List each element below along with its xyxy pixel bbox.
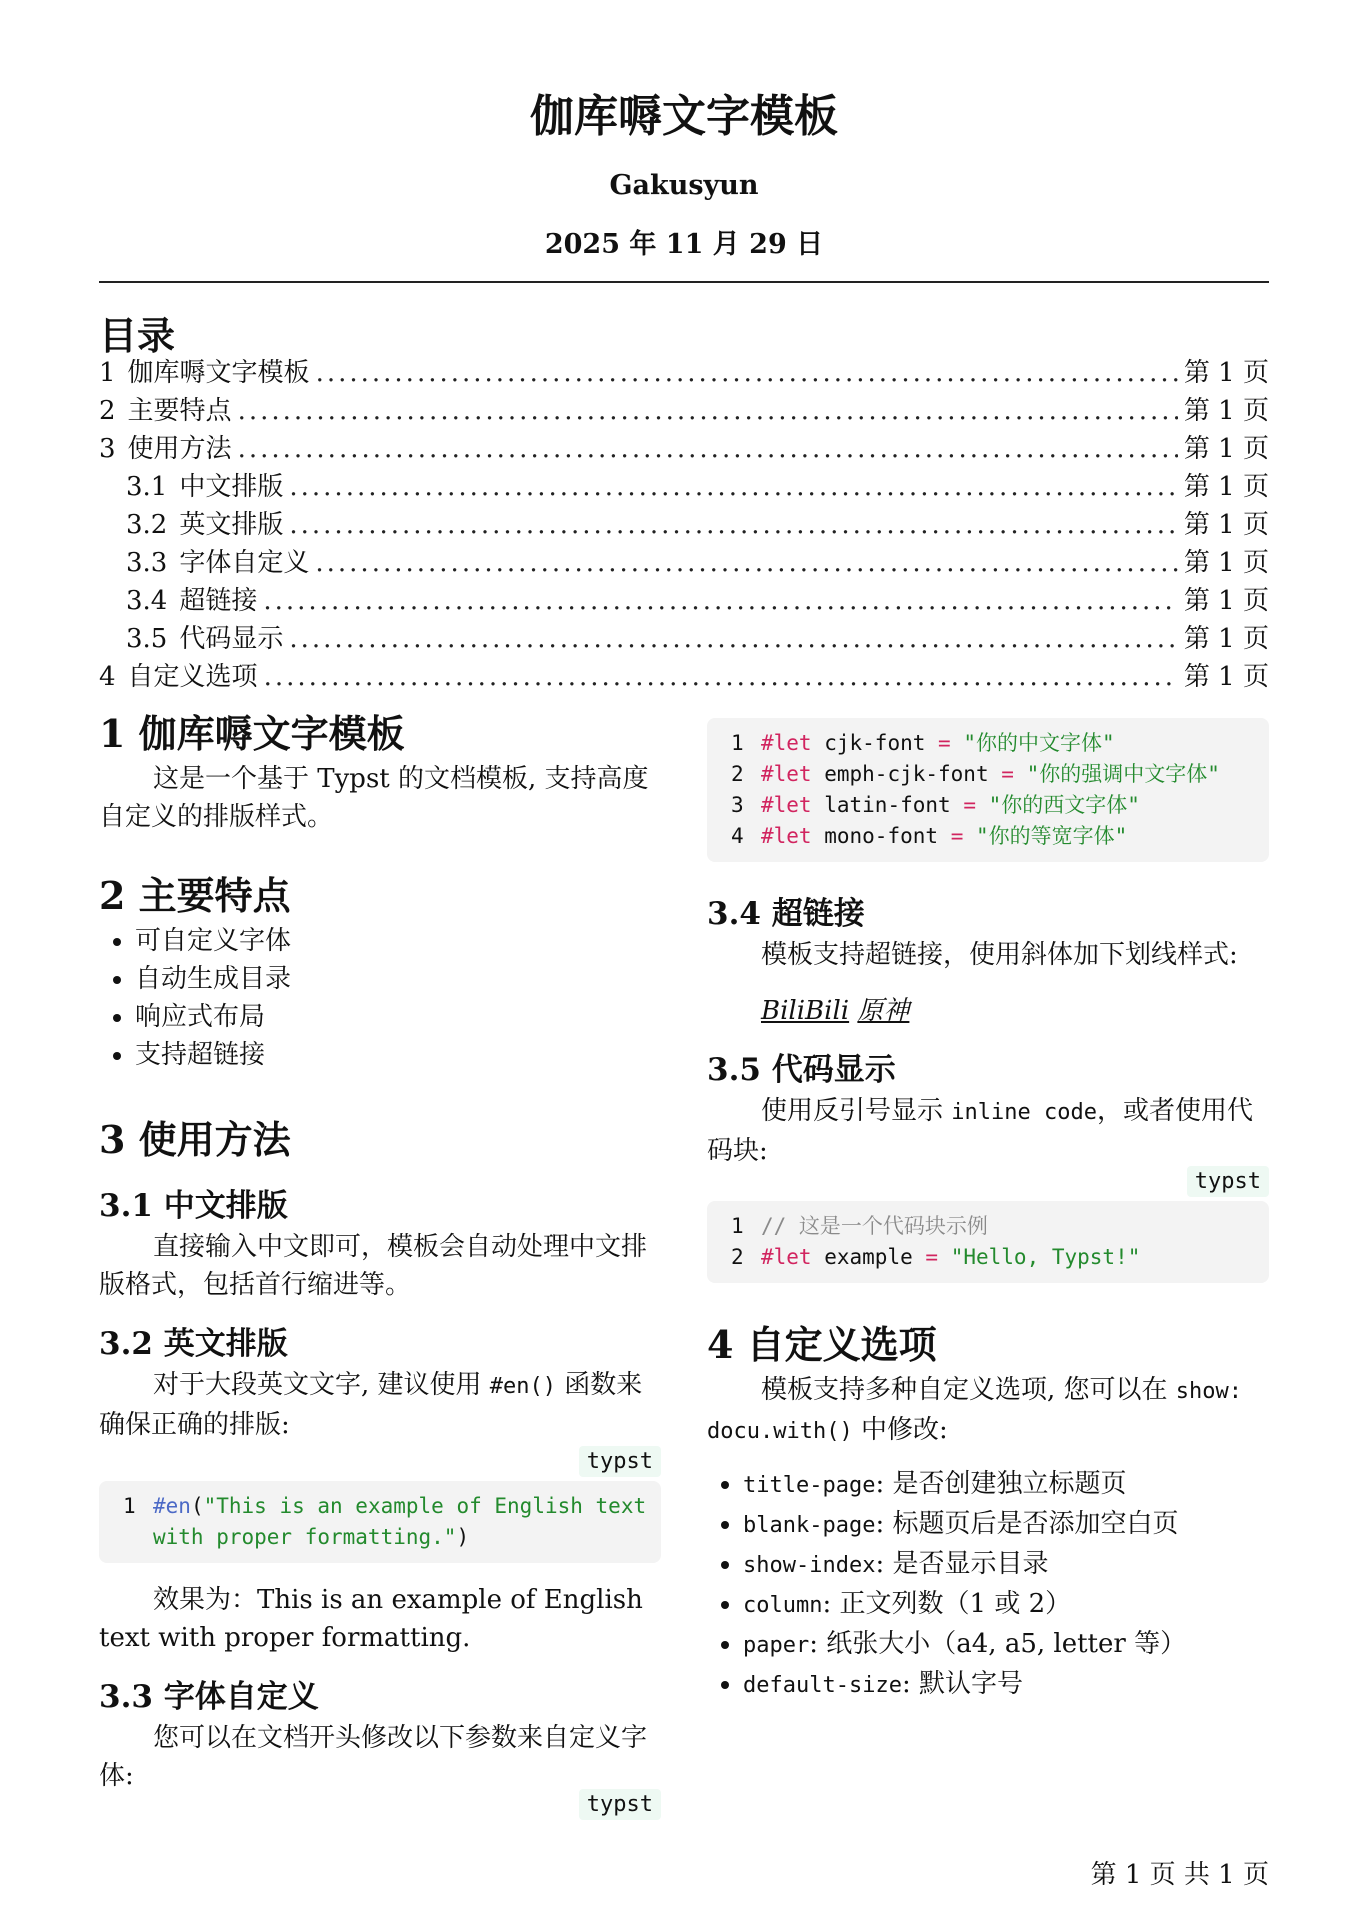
line-number: 3: [731, 793, 744, 817]
genshin-link[interactable]: 原神: [857, 996, 910, 1026]
paragraph-text: 使用反引号显示: [761, 1096, 944, 1126]
subsection-heading: 3.3 字体自定义: [99, 1679, 319, 1715]
code-block: [707, 718, 1269, 862]
toc-leader: [289, 506, 1178, 544]
code-line: [731, 728, 1255, 759]
table-of-contents: [99, 354, 1269, 696]
code-operator: =: [938, 731, 951, 755]
code-text: [761, 790, 1140, 821]
toc-entry-number: 3.3: [126, 548, 168, 578]
line-number: 1: [731, 1214, 744, 1238]
toc-leader: [289, 468, 1178, 506]
list-item: [743, 1625, 1269, 1665]
link-paragraph: [707, 992, 1269, 1030]
toc-entry-number: 4: [99, 662, 116, 692]
toc-entry-label: 主要特点: [127, 396, 232, 426]
section-heading: 3 使用方法: [99, 1117, 291, 1162]
section-heading: 1 伽库嗕文字模板: [99, 711, 405, 756]
title-divider: [99, 281, 1269, 283]
code-language-tag: typst: [1187, 1166, 1269, 1197]
toc-entry-page: 第 1 页: [1183, 510, 1269, 540]
list-item: [743, 1665, 1269, 1705]
toc-entry-label: 超链接: [179, 586, 258, 616]
toc-entry-page: 第 1 页: [1183, 662, 1269, 692]
subsection-heading: 3.1 中文排版: [99, 1188, 288, 1224]
toc-leader: [263, 582, 1178, 620]
toc-entry-label: 字体自定义: [179, 548, 310, 578]
code-operator: =: [950, 824, 964, 848]
option-key: show-index: [743, 1553, 876, 1578]
toc-entry-label: 中文排版: [179, 472, 284, 502]
toc-entry[interactable]: [99, 582, 1269, 620]
section-paragraph: [707, 1371, 1269, 1451]
option-description: : 是否创建独立标题页: [875, 1469, 1127, 1499]
code-string: "This is an example of English text with proper formatting.": [153, 1494, 647, 1549]
inline-code: inline code: [951, 1100, 1097, 1125]
code-operator: =: [1001, 762, 1014, 786]
paragraph-text: 函数来确保正确的排版:: [99, 1370, 643, 1440]
code-string: "Hello, Typst!": [950, 1245, 1141, 1269]
section-paragraph: 效果为：This is an example of English text with proper formatting.: [99, 1585, 643, 1653]
toc-entry-page: 第 1 页: [1183, 624, 1269, 654]
subsection-heading: 3.2 英文排版: [99, 1326, 288, 1362]
toc-entry[interactable]: [99, 544, 1269, 582]
right-column: [707, 718, 1269, 1705]
toc-entry-number: 2: [99, 396, 116, 426]
code-line: [731, 1242, 1255, 1273]
code-text: [761, 821, 1127, 852]
subsection-heading: 3.5 代码显示: [707, 1052, 896, 1088]
page-footer: 第 1 页 共 1 页: [1090, 1860, 1269, 1890]
code-text: [761, 1242, 1140, 1273]
list-item: [743, 1465, 1269, 1505]
toc-entry-number: 3.2: [126, 510, 168, 540]
code-string: "你的中文字体": [963, 731, 1115, 755]
list-item: • 响应式布局: [135, 998, 661, 1036]
code-line: [731, 790, 1255, 821]
code-identifier: mono-font: [824, 824, 939, 848]
toc-entry-label: 使用方法: [127, 434, 232, 464]
list-item: [743, 1505, 1269, 1545]
toc-entry[interactable]: [99, 658, 1269, 696]
code-identifier: emph-cjk-font: [824, 762, 989, 786]
code-line: [731, 759, 1255, 790]
toc-entry-page: 第 1 页: [1183, 472, 1269, 502]
list-item: [743, 1545, 1269, 1585]
code-keyword: #let: [761, 793, 812, 817]
toc-entry-label: 伽库嗕文字模板: [127, 358, 310, 388]
code-function: #en: [153, 1494, 191, 1518]
toc-entry-label: 自定义选项: [127, 662, 258, 692]
option-key: paper: [743, 1633, 810, 1658]
code-operator: =: [925, 1245, 939, 1269]
toc-leader: [315, 544, 1178, 582]
toc-entry-page: 第 1 页: [1183, 358, 1269, 388]
toc-entry-page: 第 1 页: [1183, 548, 1269, 578]
code-punct: ): [456, 1525, 470, 1549]
document-date: 2025 年 11 月 29 日: [544, 229, 824, 260]
code-keyword: #let: [761, 731, 812, 755]
code-comment: // 这是一个代码块示例: [761, 1214, 988, 1238]
section-heading: 4 自定义选项: [707, 1322, 937, 1367]
line-number: 2: [731, 762, 744, 786]
section-paragraph: 模板支持超链接，使用斜体加下划线样式:: [761, 940, 1238, 970]
section-paragraph: [99, 1366, 661, 1444]
option-key: default-size: [743, 1673, 902, 1698]
toc-leader: [238, 430, 1178, 468]
code-identifier: latin-font: [824, 793, 951, 817]
code-identifier: example: [824, 1245, 913, 1269]
toc-entry-label: 英文排版: [179, 510, 284, 540]
toc-entry[interactable]: [99, 506, 1269, 544]
line-number: 4: [731, 824, 744, 848]
toc-entry-number: 3.5: [126, 624, 168, 654]
code-text: [761, 728, 1115, 759]
toc-entry[interactable]: [99, 620, 1269, 658]
section-paragraph: [707, 1092, 1269, 1170]
option-description: : 纸张大小（a4, a5, letter 等）: [809, 1629, 1187, 1659]
document-title: 伽库嗕文字模板: [530, 91, 838, 142]
code-language-tag: typst: [579, 1789, 661, 1820]
subsection-heading: 3.4 超链接: [707, 896, 865, 932]
paragraph-text: ，或者使用代码块:: [707, 1096, 1253, 1166]
toc-leader: [289, 620, 1178, 658]
option-key: title-page: [743, 1473, 876, 1498]
code-line: [731, 1211, 1255, 1242]
toc-entry[interactable]: [99, 430, 1269, 468]
bilibili-link[interactable]: BiliBili: [761, 996, 850, 1026]
document-page: [99, 0, 1269, 1920]
section-paragraph: 直接输入中文即可，模板会自动处理中文排版格式，包括首行缩进等。: [99, 1232, 648, 1300]
paragraph-text: 对于大段英文文字, 建议使用: [153, 1370, 482, 1400]
code-keyword: #let: [761, 824, 812, 848]
toc-entry[interactable]: [99, 392, 1269, 430]
options-list: [707, 1465, 1269, 1705]
left-column: [99, 708, 661, 1820]
toc-entry-label: 代码显示: [179, 624, 284, 654]
option-description: : 默认字号: [901, 1669, 1023, 1699]
code-line: [123, 1491, 647, 1553]
toc-leader: [316, 354, 1178, 392]
list-item: [743, 1585, 1269, 1625]
option-key: blank-page: [743, 1513, 876, 1538]
option-description: : 标题页后是否添加空白页: [875, 1509, 1179, 1539]
toc-title: 目录: [99, 313, 176, 358]
list-item: • 自动生成目录: [135, 960, 661, 998]
toc-entry-page: 第 1 页: [1183, 434, 1269, 464]
line-number: 2: [731, 1245, 744, 1269]
paragraph-text: 中修改:: [860, 1415, 948, 1445]
code-operator: =: [963, 793, 976, 817]
toc-entry-number: 1: [99, 358, 116, 388]
option-description: : 正文列数（1 或 2）: [822, 1589, 1072, 1619]
toc-leader: [238, 392, 1178, 430]
toc-entry-page: 第 1 页: [1183, 396, 1269, 426]
toc-entry-number: 3.1: [126, 472, 168, 502]
toc-entry[interactable]: [99, 468, 1269, 506]
inline-code: show: docu.with(): [707, 1379, 1243, 1444]
code-string: "你的强调中文字体": [1026, 762, 1220, 786]
code-punct: (: [190, 1494, 204, 1518]
code-block: [99, 1481, 661, 1563]
option-description: : 是否显示目录: [875, 1549, 1049, 1579]
code-keyword: #let: [761, 762, 812, 786]
paragraph-text: 模板支持多种自定义选项, 您可以在: [761, 1375, 1168, 1405]
section-heading: 2 主要特点: [99, 873, 291, 918]
toc-leader: [264, 658, 1178, 696]
code-text: [761, 759, 1220, 790]
code-string: "你的等宽字体": [976, 824, 1128, 848]
line-number: 1: [731, 731, 744, 755]
code-string: "你的西文字体": [988, 793, 1140, 817]
toc-entry-number: 3: [99, 434, 116, 464]
code-text: [153, 1491, 647, 1553]
code-block: [707, 1201, 1269, 1283]
section-paragraph: 这是一个基于 Typst 的文档模板, 支持高度自定义的排版样式。: [99, 764, 649, 832]
code-line: [731, 821, 1255, 852]
toc-entry[interactable]: [99, 354, 1269, 392]
toc-entry-page: 第 1 页: [1183, 586, 1269, 616]
code-keyword: #let: [761, 1245, 812, 1269]
document-author: Gakusyun: [609, 170, 759, 201]
inline-code: #en(): [489, 1374, 557, 1399]
line-number: 1: [123, 1494, 136, 1518]
list-item: • 可自定义字体: [135, 922, 661, 960]
feature-list: [99, 922, 661, 1074]
list-item: • 支持超链接: [135, 1036, 661, 1074]
option-key: column: [743, 1593, 823, 1618]
code-identifier: cjk-font: [824, 731, 926, 755]
code-language-tag: typst: [579, 1446, 661, 1477]
section-paragraph: 您可以在文档开头修改以下参数来自定义字体:: [99, 1723, 648, 1791]
toc-entry-number: 3.4: [126, 586, 168, 616]
